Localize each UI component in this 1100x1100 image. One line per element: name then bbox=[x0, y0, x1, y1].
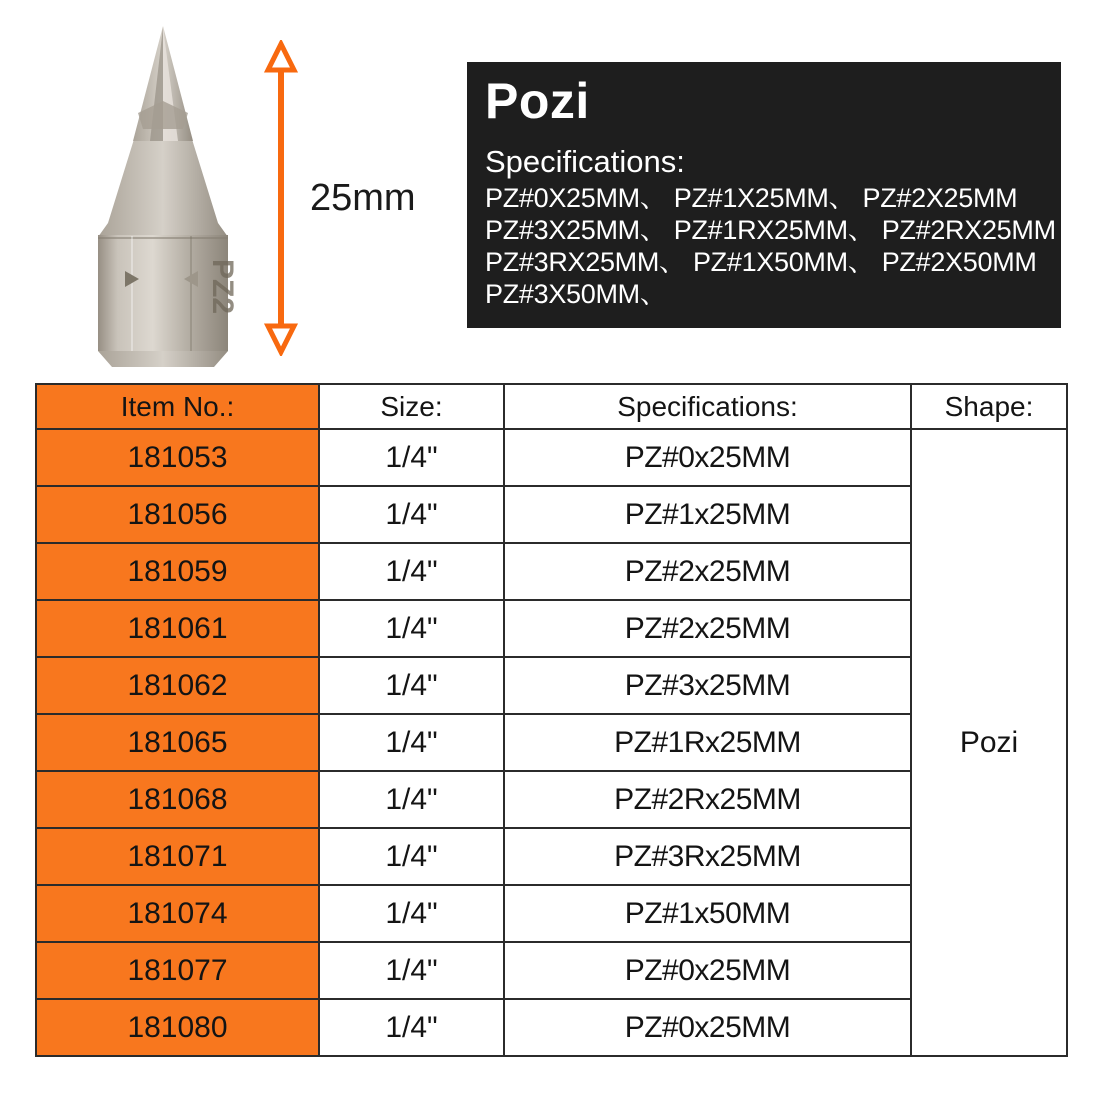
dimension-arrow-icon bbox=[260, 40, 302, 356]
size-cell: 1/4" bbox=[319, 885, 504, 942]
spec-cell: PZ#2x25MM bbox=[504, 543, 911, 600]
pozi-bit-image bbox=[78, 22, 248, 370]
size-cell: 1/4" bbox=[319, 999, 504, 1056]
header-shape: Shape: bbox=[911, 384, 1067, 429]
spec-table bbox=[35, 383, 1068, 1057]
spec-cell: PZ#3Rx25MM bbox=[504, 828, 911, 885]
shape-cell: Pozi bbox=[911, 429, 1067, 1056]
size-cell: 1/4" bbox=[319, 543, 504, 600]
item-no-cell: 181074 bbox=[36, 885, 319, 942]
item-no-cell: 181059 bbox=[36, 543, 319, 600]
size-cell: 1/4" bbox=[319, 714, 504, 771]
arrow-down-icon bbox=[268, 326, 294, 352]
item-no-cell: 181077 bbox=[36, 942, 319, 999]
header-item-no: Item No.: bbox=[36, 384, 319, 429]
spec-cell: PZ#2x25MM bbox=[504, 600, 911, 657]
spec-cell: PZ#0x25MM bbox=[504, 999, 911, 1056]
dimension-label: 25mm bbox=[310, 177, 416, 219]
item-no-cell: 181065 bbox=[36, 714, 319, 771]
spec-cell: PZ#2Rx25MM bbox=[504, 771, 911, 828]
spec-line: PZ#3X25MM、 PZ#1RX25MM、 PZ#2RX25MM bbox=[485, 215, 1056, 245]
size-cell: 1/4" bbox=[319, 429, 504, 486]
bit-chamfer bbox=[98, 351, 228, 367]
item-no-cell: 181061 bbox=[36, 600, 319, 657]
bit-marking-text: PZ2 bbox=[206, 259, 239, 315]
spec-cell: PZ#0x25MM bbox=[504, 942, 911, 999]
item-no-cell: 181062 bbox=[36, 657, 319, 714]
spec-cell: PZ#1x25MM bbox=[504, 486, 911, 543]
spec-cell: PZ#0x25MM bbox=[504, 429, 911, 486]
spec-cell: PZ#1Rx25MM bbox=[504, 714, 911, 771]
spec-line: PZ#3X50MM、 bbox=[485, 279, 667, 309]
size-cell: 1/4" bbox=[319, 942, 504, 999]
item-no-cell: 181080 bbox=[36, 999, 319, 1056]
panel-subtitle: Specifications: bbox=[485, 144, 685, 179]
spec-panel bbox=[467, 62, 1061, 328]
size-cell: 1/4" bbox=[319, 657, 504, 714]
header-size: Size: bbox=[319, 384, 504, 429]
spec-cell: PZ#3x25MM bbox=[504, 657, 911, 714]
header-specifications: Specifications: bbox=[504, 384, 911, 429]
item-no-cell: 181068 bbox=[36, 771, 319, 828]
spec-line: PZ#0X25MM、 PZ#1X25MM、 PZ#2X25MM bbox=[485, 183, 1018, 213]
spec-table-body bbox=[36, 429, 1067, 1056]
spec-cell: PZ#1x50MM bbox=[504, 885, 911, 942]
bit-neck bbox=[98, 136, 228, 237]
arrow-up-icon bbox=[268, 44, 294, 70]
table-row bbox=[36, 429, 1067, 486]
size-cell: 1/4" bbox=[319, 600, 504, 657]
size-cell: 1/4" bbox=[319, 486, 504, 543]
size-cell: 1/4" bbox=[319, 828, 504, 885]
item-no-cell: 181056 bbox=[36, 486, 319, 543]
item-no-cell: 181053 bbox=[36, 429, 319, 486]
size-cell: 1/4" bbox=[319, 771, 504, 828]
item-no-cell: 181071 bbox=[36, 828, 319, 885]
panel-title: Pozi bbox=[485, 73, 590, 129]
spec-line: PZ#3RX25MM、 PZ#1X50MM、 PZ#2X50MM bbox=[485, 247, 1037, 277]
table-header-row bbox=[36, 384, 1067, 429]
